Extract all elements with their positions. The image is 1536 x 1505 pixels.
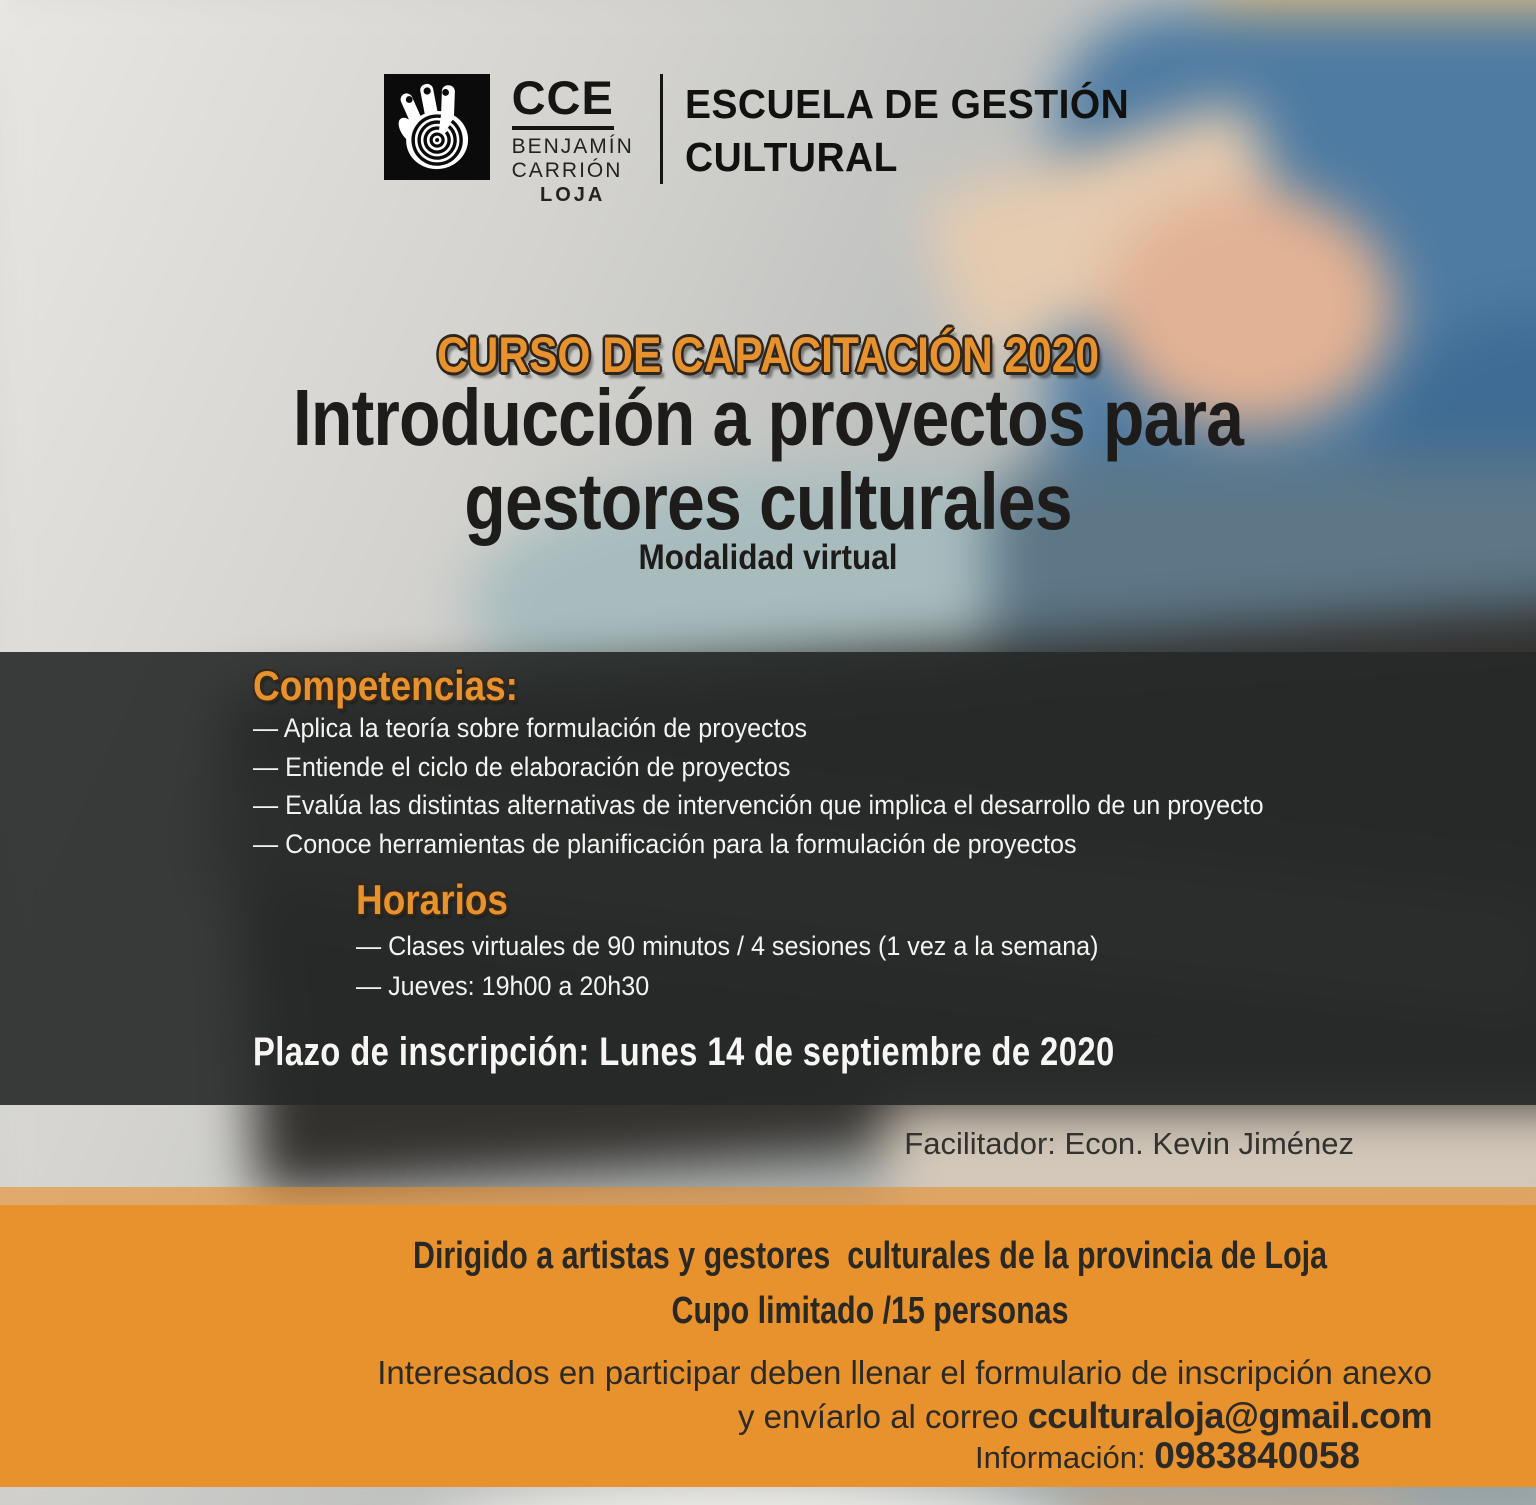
registration-line-2-prefix: y envíarlo al correo — [737, 1398, 1028, 1435]
facilitator-line: Facilitador: Econ. Kevin Jiménez — [904, 1126, 1354, 1161]
course-title — [0, 373, 1536, 546]
horarios-item: — Clases virtuales de 90 minutos / 4 sesiones (1 vez a la semana) — [356, 931, 1099, 961]
competencias-item: — Conoce herramientas de planificación para la formulación de proyectos — [253, 828, 1077, 859]
course-kicker-text: CURSO DE CAPACITACIÓN 2020 — [436, 327, 1100, 383]
course-subtitle — [0, 538, 1536, 578]
dark-overlay-band — [0, 652, 1536, 1105]
horarios-item: — Jueves: 19h00 a 20h30 — [356, 971, 650, 1001]
course-subtitle-text: Modalidad virtual — [638, 538, 898, 577]
audience-block — [290, 1235, 1450, 1333]
registration-instructions — [377, 1351, 1432, 1438]
cce-logo-mark — [384, 74, 490, 180]
competencias-item: — Evalúa las distintas alternativas de intervención que implica el desarrollo de un proyecto — [253, 790, 1264, 820]
registration-email: cculturaloja@gmail.com — [1027, 1395, 1432, 1436]
logo-text — [511, 71, 634, 207]
logo-acronym: CCE — [512, 74, 614, 130]
logo-lockup — [0, 71, 1536, 207]
logo-divider — [660, 74, 663, 184]
school-name — [685, 78, 1129, 184]
logo-name-line-1: BENJAMÍN — [511, 135, 634, 158]
school-name-line-1: ESCUELA DE GESTIÓN — [684, 81, 1130, 127]
logo-name-line-2: CARRIÓN — [511, 159, 623, 182]
registration-deadline: Plazo de inscripción: Lunes 14 de septiembre de 2020 — [253, 1030, 1115, 1074]
cce-hand-icon — [387, 77, 487, 177]
competencias-heading: Competencias: — [253, 662, 518, 709]
school-name-line-2: CULTURAL — [684, 134, 898, 180]
logo-name-line-3: LOJA — [540, 184, 606, 206]
competencias-list — [253, 709, 1264, 863]
info-contact-line — [975, 1435, 1360, 1477]
course-title-line-2: gestores culturales — [464, 457, 1072, 546]
course-title-line-1: Introducción a proyectos para — [292, 373, 1244, 462]
competencias-item: — Aplica la teoría sobre formulación de proyectos — [253, 713, 808, 743]
competencias-item: — Entiende el ciclo de elaboración de proyectos — [253, 751, 791, 782]
registration-line-2 — [377, 1394, 1432, 1438]
registration-line-1: Interesados en participar deben llenar el formulario de inscripción anexo — [377, 1354, 1432, 1391]
horarios-heading: Horarios — [356, 876, 508, 923]
horarios-list — [356, 926, 1098, 1006]
audience-line-2: Cupo limitado /15 personas — [671, 1290, 1069, 1332]
info-label: Información: — [975, 1440, 1155, 1475]
photo-bottom-skin — [1072, 1499, 1405, 1505]
info-phone-number: 0983840058 — [1154, 1435, 1360, 1476]
audience-line-1: Dirigido a artistas y gestores culturales de la provincia de Loja — [413, 1235, 1327, 1277]
orange-transition-strip — [0, 1187, 1536, 1205]
orange-footer-block — [0, 1205, 1536, 1487]
